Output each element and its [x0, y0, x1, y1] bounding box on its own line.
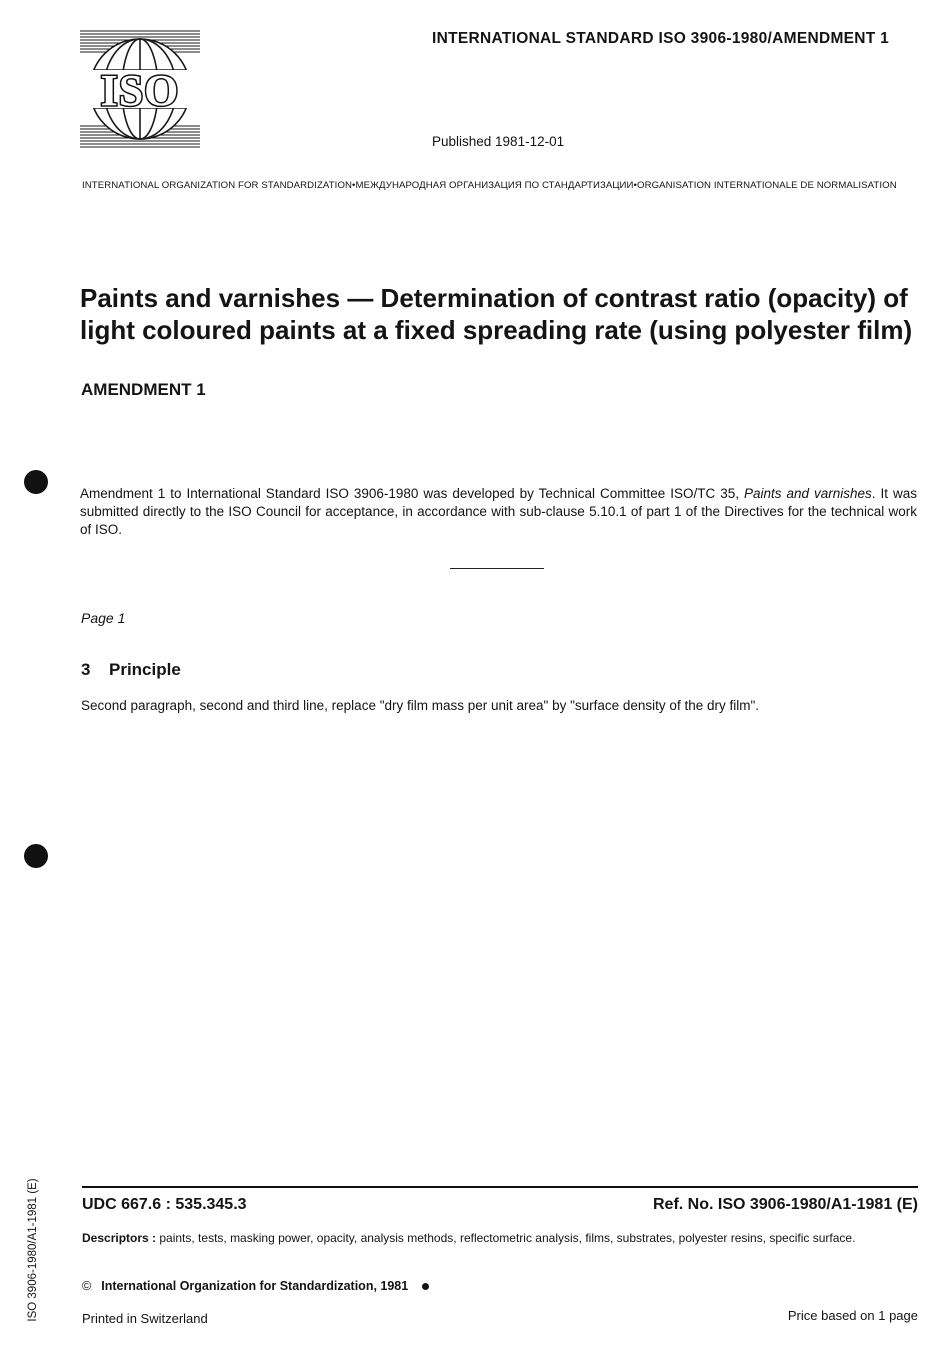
reference-number: Ref. No. ISO 3906-1980/A1-1981 (E) [652, 1196, 918, 1213]
section-number: 3 [81, 660, 91, 679]
intro-text-start: Amendment 1 to International Standard ISO 3906-1980 was developed by Technical Committee ISO/TC 35, [80, 486, 744, 501]
document-title: Paints and varnishes — Determination of contrast ratio (opacity) of light coloured paints at a fixed spreading rate (using polyester film) [80, 283, 913, 345]
printed-location: Printed in Switzerland [82, 1311, 208, 1326]
section-body: Second paragraph, second and third line, replace "dry film mass per unit area" by "surface density of the dry film". [81, 698, 760, 713]
intro-text-end: . It was submitted directly to the ISO Council for acceptance, in accordance with sub-clause 5.10.1 of part 1 of the Directives for the technical work of ISO. [80, 486, 918, 537]
page-reference: Page 1 [81, 610, 126, 626]
bullet-dot [422, 1283, 429, 1290]
section-heading [81, 660, 181, 680]
copyright-symbol: © [82, 1279, 92, 1293]
committee-name: Paints and varnishes [743, 486, 872, 501]
section-title: Principle [109, 660, 181, 679]
descriptors-label: Descriptors : [82, 1231, 157, 1245]
punch-hole-mark-top [24, 470, 48, 494]
udc-code: UDC 667.6 : 535.345.3 [82, 1196, 247, 1213]
descriptors [82, 1230, 918, 1246]
punch-hole-mark-bottom [24, 844, 48, 868]
descriptors-list: paints, tests, masking power, opacity, analysis methods, reflectometric analysis, films, substrates, polyester resins, specific surface. [156, 1231, 856, 1245]
iso-logo [80, 28, 200, 150]
side-reference-code: ISO 3906-1980/A1-1981 (E) [27, 1178, 39, 1322]
footer-rule [82, 1186, 918, 1188]
separator-line [450, 568, 544, 569]
intro-paragraph [80, 485, 917, 539]
organization-line: INTERNATIONAL ORGANIZATION FOR STANDARDIZATION•МЕЖДУНАРОДНАЯ ОРГАНИЗАЦИЯ ПО СТАНДАРТИЗАЦИИ•ORGANISATION INTERNATIONALE DE NORMALISATION [82, 180, 897, 191]
copyright-line [82, 1279, 429, 1293]
amendment-label: AMENDMENT 1 [81, 380, 206, 399]
price-note: Price based on 1 page [787, 1308, 918, 1323]
logo-text: ISO [100, 66, 180, 115]
copyright-text: International Organization for Standardization, 1981 [101, 1279, 409, 1293]
standard-title: INTERNATIONAL STANDARD ISO 3906-1980/AMENDMENT 1 [432, 30, 890, 47]
published-date: Published 1981-12-01 [432, 134, 565, 149]
